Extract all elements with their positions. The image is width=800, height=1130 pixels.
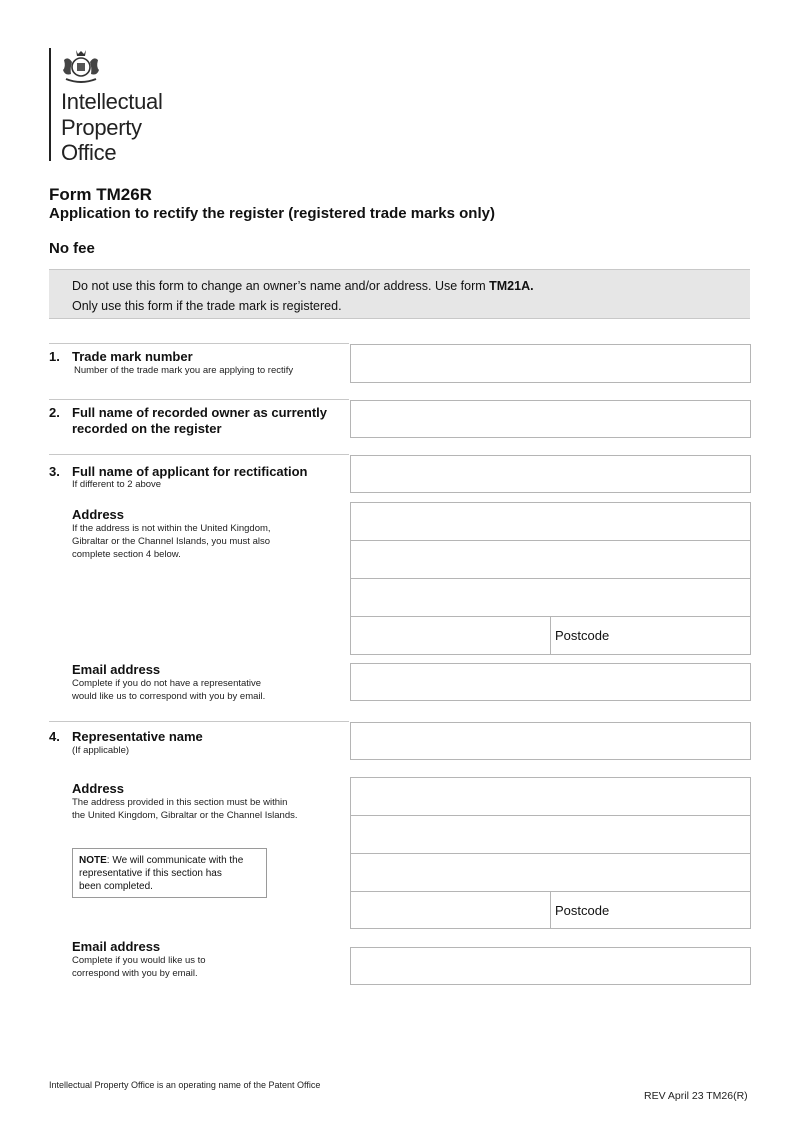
- section-3-address-help-1: If the address is not within the United Kingdom,: [72, 523, 271, 534]
- notice-line-1: [72, 279, 534, 293]
- note-box: [72, 848, 267, 898]
- note-line-3: been completed.: [79, 881, 153, 892]
- section-3-number: 3.: [49, 464, 60, 479]
- representative-address-input[interactable]: [350, 777, 751, 929]
- representative-name-input[interactable]: [350, 722, 751, 760]
- section-1-number: 1.: [49, 349, 60, 364]
- logo-text-line-1: Intellectual: [61, 89, 163, 114]
- applicant-name-input[interactable]: [350, 455, 751, 493]
- section-divider: [49, 721, 349, 722]
- logo-divider: [49, 48, 51, 161]
- section-3-address-help-2: Gibraltar or the Channel Islands, you must also: [72, 536, 271, 547]
- form-title: Form TM26R: [49, 185, 152, 204]
- section-3-email-help-1: Complete if you do not have a representative: [72, 678, 262, 689]
- note-heading: NOTE: [79, 855, 107, 866]
- section-4-help: (If applicable): [72, 745, 130, 756]
- section-4-email-help-1: Complete if you would like us to: [72, 955, 206, 966]
- address-row-divider: [351, 578, 750, 579]
- form-revision: REV April 23 TM26(R): [644, 1090, 748, 1102]
- section-divider: [49, 399, 349, 400]
- section-4-address-label: Address: [72, 781, 125, 796]
- section-2-number: 2.: [49, 405, 60, 420]
- notice-box: [49, 269, 750, 319]
- note-text: : We will communicate with the: [106, 855, 244, 866]
- note-line-1: [79, 854, 260, 867]
- section-3-email-help-2: would like us to correspond with you by email.: [72, 691, 266, 702]
- section-3-label: Full name of applicant for rectification: [72, 464, 308, 479]
- section-4-address-help-2: the United Kingdom, Gibraltar or the Channel Islands.: [72, 810, 298, 821]
- section-2-label-line-2: recorded on the register: [72, 421, 222, 436]
- section-3-email-label: Email address: [72, 662, 161, 677]
- notice-line-2: Only use this form if the trade mark is registered.: [72, 299, 342, 313]
- postcode-divider: [550, 892, 551, 928]
- representative-email-input[interactable]: [350, 947, 751, 985]
- section-3-address-help-3: complete section 4 below.: [72, 549, 181, 560]
- note-line-2: representative if this section has: [79, 868, 222, 879]
- section-1-help: Number of the trade mark you are applying to rectify: [74, 365, 294, 376]
- logo-text-line-3: Office: [61, 140, 117, 165]
- form-subtitle: Application to rectify the register (registered trade marks only): [49, 205, 495, 222]
- postcode-divider: [550, 617, 551, 654]
- address-row-divider: [351, 853, 750, 854]
- section-4-postcode-label: Postcode: [555, 903, 610, 918]
- notice-form-ref: TM21A.: [489, 279, 534, 293]
- recorded-owner-name-input[interactable]: [350, 400, 751, 438]
- section-4-number: 4.: [49, 729, 60, 744]
- logo-text-line-2: Property: [61, 115, 142, 140]
- footer-note: Intellectual Property Office is an operating name of the Patent Office: [49, 1080, 321, 1090]
- trade-mark-number-input[interactable]: [350, 344, 751, 383]
- section-3-address-label: Address: [72, 507, 125, 522]
- address-row-divider: [351, 540, 750, 541]
- section-4-email-label: Email address: [72, 939, 161, 954]
- section-3-postcode-label: Postcode: [555, 628, 610, 643]
- notice-line-1-text: Do not use this form to change an owner’s name and/or address. Use form: [72, 279, 490, 293]
- section-3-help: If different to 2 above: [72, 479, 162, 490]
- section-4-label: Representative name: [72, 729, 203, 744]
- applicant-address-input[interactable]: [350, 502, 751, 655]
- fee-label: No fee: [49, 240, 95, 257]
- address-row-divider: [351, 815, 750, 816]
- royal-crest-icon: [58, 46, 104, 86]
- section-divider: [49, 454, 349, 455]
- section-2-label-line-1: Full name of recorded owner as currently: [72, 405, 328, 420]
- section-4-address-help-1: The address provided in this section must be within: [72, 797, 288, 808]
- section-4-email-help-2: correspond with you by email.: [72, 968, 198, 979]
- section-1-label: Trade mark number: [72, 349, 193, 364]
- section-divider: [49, 343, 349, 344]
- applicant-email-input[interactable]: [350, 663, 751, 701]
